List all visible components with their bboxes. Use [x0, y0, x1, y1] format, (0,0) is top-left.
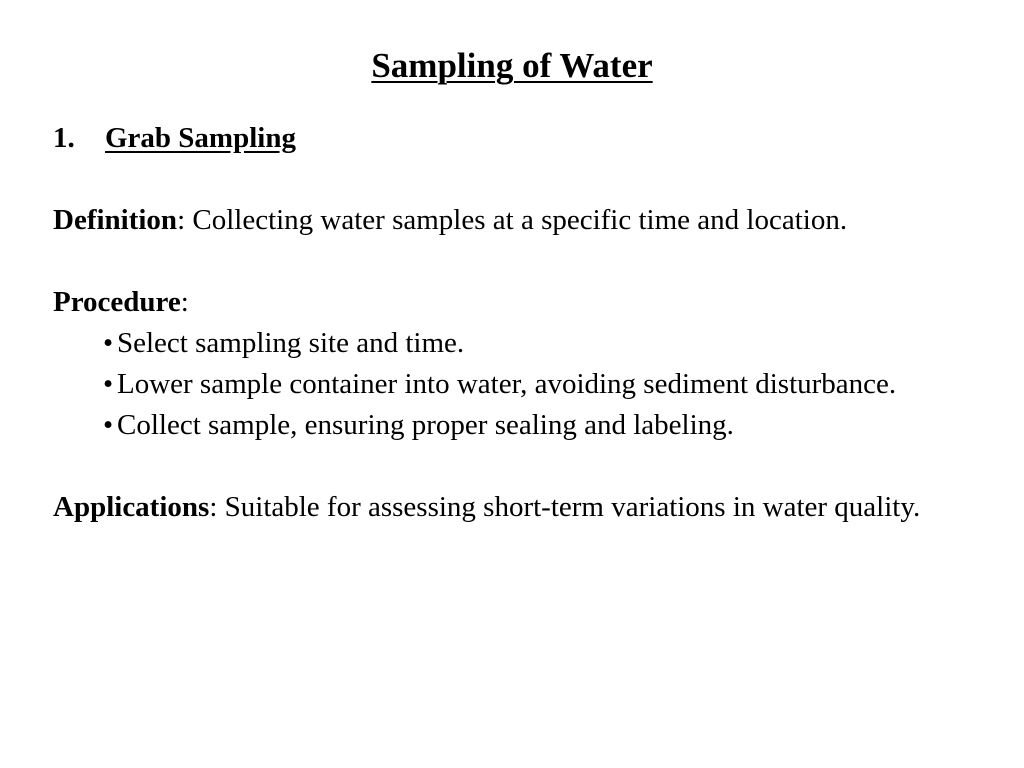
spacer [53, 241, 970, 282]
bullet-icon: • [103, 409, 114, 441]
section-heading-text: Grab Sampling [105, 122, 296, 154]
section-number: 1. [53, 122, 75, 154]
slide-content [53, 118, 970, 528]
procedure-steps-list [53, 323, 970, 446]
bullet-icon: • [103, 327, 114, 359]
section-heading [53, 118, 970, 159]
procedure-step-text: Collect sample, ensuring proper sealing and labeling. [117, 409, 734, 441]
procedure-step-text: Select sampling site and time. [117, 327, 465, 359]
procedure-suffix: : [180, 286, 189, 318]
spacer [53, 446, 970, 487]
page-title-text: Sampling of Water [371, 46, 653, 85]
definition-paragraph [53, 200, 970, 241]
procedure-paragraph [53, 282, 970, 323]
definition-text: : Collecting water samples at a specific time and location. [177, 204, 848, 236]
list-item [53, 364, 970, 405]
list-item [53, 323, 970, 364]
applications-text: : Suitable for assessing short-term variations in water quality. [209, 491, 921, 523]
bullet-icon: • [103, 368, 114, 400]
applications-label: Applications [53, 491, 210, 523]
applications-paragraph [53, 487, 970, 528]
definition-label: Definition [53, 204, 178, 236]
procedure-label: Procedure [53, 286, 181, 318]
list-item [53, 405, 970, 446]
spacer [53, 159, 970, 200]
procedure-step-text: Lower sample container into water, avoiding sediment disturbance. [117, 368, 897, 400]
page-title [0, 44, 1024, 88]
